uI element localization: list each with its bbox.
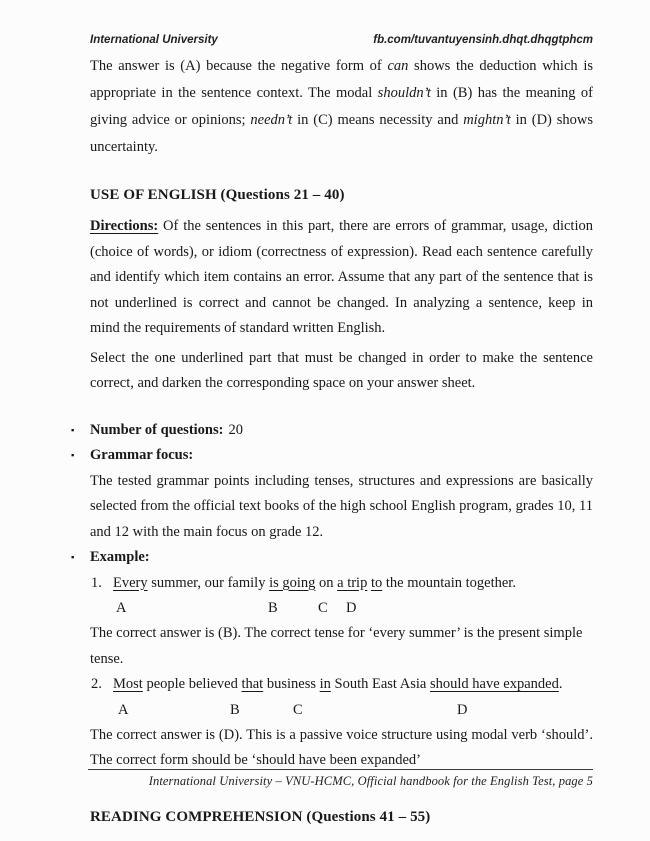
footer-divider <box>88 769 593 770</box>
select-instruction-paragraph: Select the one underlined part that must be changed in order to make the sentence correct, and darken the corresponding space on your answer sheet. <box>90 349 593 391</box>
example-1-label-a: A <box>116 600 127 616</box>
bullet-grammar-focus <box>71 443 593 545</box>
header-facebook-url: fb.com/tuvantuyensinh.dhqt.dhqgtphcm <box>373 34 593 46</box>
example-2-number: 2. <box>91 676 102 692</box>
example-1-label-c: C <box>318 600 328 616</box>
example-2-label-d: D <box>457 701 468 718</box>
footer-citation: International University – VNU-HCMC, Official handbook for the English Test, page 5 <box>148 774 593 788</box>
example-label: Example: <box>90 549 150 565</box>
use-of-english-heading: USE OF ENGLISH (Questions 21 – 40) <box>90 187 345 203</box>
example-2-sentence-text: Most people believed that business in South East Asia should have expanded. <box>113 676 563 692</box>
example-2-sentence <box>90 672 593 698</box>
example-1-answer-labels <box>90 596 593 621</box>
example-1-sentence <box>90 571 593 597</box>
number-of-questions-label: Number of questions: <box>90 421 224 438</box>
info-bullet-list <box>71 418 593 774</box>
example-1 <box>90 571 593 673</box>
bullet-square-icon: ▪ <box>71 451 75 461</box>
example-2 <box>90 672 593 774</box>
grammar-focus-body: The tested grammar points including tenses, structures and expressions are basically selected from the official text books of the high school English program, grades 10, 11 and 12 with the main focus on grade 12. <box>90 472 593 540</box>
example-1-sentence-text: Every summer, our family is going on a trip to the mountain together. <box>113 574 516 591</box>
example-2-label-c: C <box>293 701 303 718</box>
bullet-example <box>71 545 593 774</box>
example-1-label-d: D <box>346 600 357 616</box>
example-2-answer-labels <box>90 698 593 723</box>
header-university-name: International University <box>90 34 218 46</box>
grammar-focus-label: Grammar focus: <box>90 447 194 463</box>
page-header <box>90 34 593 46</box>
example-2-label-a: A <box>118 701 129 718</box>
reading-comprehension-heading: READING COMPREHENSION (Questions 41 – 55) <box>90 808 431 825</box>
bullet-square-icon: ▪ <box>71 553 75 563</box>
example-1-label-b: B <box>268 600 278 616</box>
example-1-explanation: The correct answer is (B). The correct tense for ‘every summer’ is the present simple tense. <box>90 625 583 667</box>
bullet-square-icon: ▪ <box>71 425 75 436</box>
example-2-explanation: The correct answer is (D). This is a passive voice structure using modal verb ‘should’. The correct form should be ‘should have been expanded’ <box>90 726 593 768</box>
answer-explanation-paragraph: The answer is (A) because the negative form of can shows the deduction which is appropriate in the sentence context. The modal shouldn’t in (B) has the meaning of giving advice or opinions; needn’t in (C) means necessity and mightn’t in (D) shows uncertainty. <box>90 58 593 155</box>
example-1-number: 1. <box>91 574 102 591</box>
example-2-label-b: B <box>230 701 240 718</box>
number-of-questions-value: 20 <box>228 421 243 438</box>
bullet-number-of-questions <box>71 418 593 444</box>
directions-paragraph: Directions: Of the sentences in this part, there are errors of grammar, usage, diction (choice of words), or idiom (correctness of expression). Read each sentence carefully and identify which item contains an error. Assume that any part of the sentence that is not underlined is correct and cannot be changed. In analyzing a sentence, keep in mind the requirements of standard written English. <box>90 218 593 336</box>
